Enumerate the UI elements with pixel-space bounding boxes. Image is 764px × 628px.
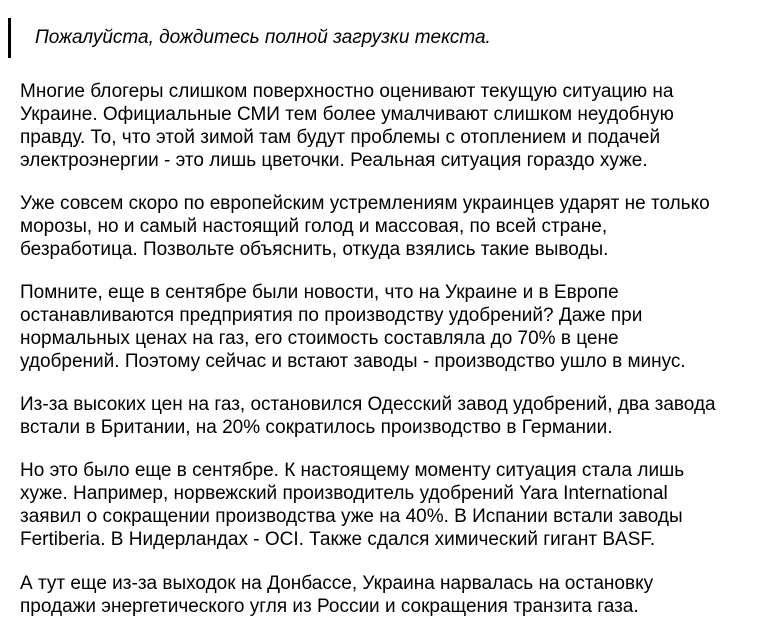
paragraph-line: продажи энергетического угля из России и сокращения транзита газа. [20,596,639,617]
paragraph-5 [20,459,760,551]
paragraph-line: электроэнергии - это лишь цветочки. Реальная ситуация гораздо хуже. [20,150,648,171]
paragraph-3 [20,281,760,373]
paragraph-line: Но это было еще в сентябре. К настоящему моменту ситуация стала лишь [20,460,685,481]
paragraph-line: удобрений. Поэтому сейчас и встают заводы - производство ушло в минус. [20,351,686,372]
paragraph-line: А тут еще из-за выходок на Донбассе, Украина нарвалась на остановку [20,573,654,594]
paragraph-line: Украине. Официальные СМИ тем более умалчивают слишком неудобную [20,104,674,125]
paragraph-line: встали в Британии, на 20% сократилось производство в Германии. [20,417,613,438]
paragraph-line: нормальных ценах на газ, его стоимость составляла до 70% в цене [20,328,619,349]
paragraph-2 [20,192,760,261]
paragraph-line: Fertiberia. В Нидерландах - OCI. Также сдался химический гигант BASF. [20,529,656,550]
loading-notice: Пожалуйста, дождитесь полной загрузки текста. [35,27,491,48]
paragraph-6 [20,572,760,618]
paragraph-line: заявил о сокращении производства уже на 40%. В Испании встали заводы [20,506,683,527]
paragraph-line: безработица. Позвольте объяснить, откуда взялись такие выводы. [20,239,609,260]
paragraph-1 [20,80,760,172]
paragraph-line: Уже совсем скоро по европейским устремлениям украинцев ударят не только [20,193,710,214]
notice-quote-bar [8,18,11,58]
paragraph-line: Помните, еще в сентябре были новости, что на Украине и в Европе [20,282,619,303]
paragraph-4 [20,393,760,439]
paragraph-line: останавливаются предприятия по производству удобрений? Даже при [20,305,643,326]
paragraph-line: морозы, но и самый настоящий голод и массовая, по всей стране, [20,216,608,237]
paragraph-line: Многие блогеры слишком поверхностно оценивают текущую ситуацию на [20,81,674,102]
paragraph-line: правду. То, что этой зимой там будут проблемы с отоплением и подачей [20,127,661,148]
paragraph-line: хуже. Например, норвежский производитель удобрений Yara International [20,483,668,504]
paragraph-line: Из-за высоких цен на газ, остановился Одесский завод удобрений, два завода [20,394,716,415]
